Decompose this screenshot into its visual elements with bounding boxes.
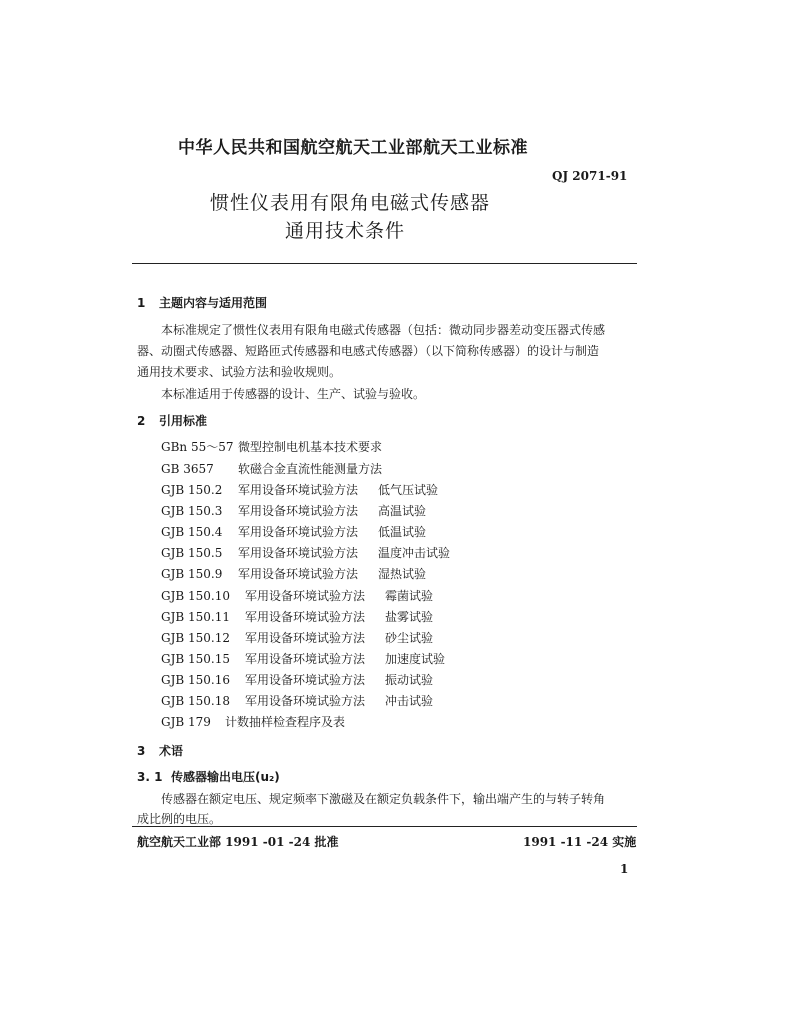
- section-1-para1-line3: 通用技术要求、试验方法和验收规则。: [137, 365, 342, 379]
- reference-test: 振动试验: [385, 673, 434, 687]
- issuing-organization: 中华人民共和国航空航天工业部航天工业标准: [178, 138, 528, 158]
- section-1-number: 1: [137, 296, 146, 310]
- reference-item: [161, 650, 445, 667]
- section-1-para1-line2: 器、动圈式传感器、短路匝式传感器和电感式传感器）（以下简称传感器）的设计与制造: [137, 344, 600, 358]
- reference-name: 军用设备环境试验方法: [238, 525, 359, 539]
- reference-code: GJB 150.11: [161, 610, 231, 624]
- reference-name: 军用设备环境试验方法: [245, 673, 366, 687]
- document-title-line2: 通用技术条件: [285, 220, 406, 242]
- reference-name: 军用设备环境试验方法: [245, 694, 366, 708]
- reference-code: GJB 150.15: [161, 652, 231, 666]
- reference-item: [161, 502, 426, 519]
- reference-code: GJB 150.16: [161, 673, 231, 687]
- section-3-heading: [137, 742, 183, 759]
- reference-test: 温度冲击试验: [378, 546, 451, 560]
- subsection-3-1-title: 传感器输出电压(u₂): [171, 770, 280, 784]
- reference-test: 盐雾试验: [385, 610, 434, 624]
- subsection-3-1-heading: [137, 768, 280, 785]
- section-3-title: 术语: [159, 744, 184, 758]
- reference-name: 军用设备环境试验方法: [245, 589, 366, 603]
- section-2-heading: [137, 412, 207, 429]
- reference-code: GJB 150.3: [161, 504, 223, 518]
- section-3-number: 3: [137, 744, 146, 758]
- reference-code: GJB 150.10: [161, 589, 231, 603]
- subsection-3-1-line2: 成比例的电压。: [137, 812, 222, 826]
- section-2-number: 2: [137, 414, 146, 428]
- reference-item: [161, 671, 433, 688]
- section-1-para2: 本标准适用于传感器的设计、生产、试验与验收。: [161, 387, 426, 401]
- reference-name: 军用设备环境试验方法: [238, 546, 359, 560]
- reference-item: [161, 460, 382, 477]
- subsection-3-1-number: 3. 1: [137, 770, 163, 784]
- standard-code: QJ 2071-91: [552, 169, 628, 183]
- reference-test: 加速度试验: [385, 652, 446, 666]
- reference-code: GJB 150.18: [161, 694, 231, 708]
- reference-test: 冲击试验: [385, 694, 434, 708]
- reference-name: 计数抽样检查程序及表: [225, 715, 346, 729]
- reference-code: GJB 150.9: [161, 567, 223, 581]
- section-2-title: 引用标准: [159, 414, 208, 428]
- reference-test: 霉菌试验: [385, 589, 434, 603]
- reference-item: [161, 692, 433, 709]
- subsection-3-1-line1: 传感器在额定电压、规定频率下激磁及在额定负载条件下，输出端产生的与转子转角: [161, 792, 606, 806]
- effective-date: 1991 -11 -24 实施: [523, 835, 637, 849]
- title-divider: [132, 263, 637, 264]
- reference-item: [161, 608, 433, 625]
- reference-name: 军用设备环境试验方法: [245, 610, 366, 624]
- reference-item: [161, 629, 433, 646]
- reference-code: GBn 55～57: [161, 440, 234, 454]
- reference-name: 微型控制电机基本技术要求: [238, 440, 383, 454]
- reference-name: 军用设备环境试验方法: [245, 631, 366, 645]
- reference-name: 软磁合金直流性能测量方法: [238, 462, 383, 476]
- reference-code: GJB 150.12: [161, 631, 231, 645]
- section-1-para1-line1: 本标准规定了惯性仪表用有限角电磁式传感器（包括：微动同步器差动变压器式传感: [161, 323, 606, 337]
- reference-test: 湿热试验: [378, 567, 427, 581]
- reference-code: GJB 150.4: [161, 525, 223, 539]
- footer-divider: [132, 826, 637, 827]
- reference-code: GJB 150.2: [161, 483, 223, 497]
- reference-name: 军用设备环境试验方法: [238, 567, 359, 581]
- section-1-title: 主题内容与适用范围: [159, 296, 268, 310]
- reference-code: GJB 150.5: [161, 546, 223, 560]
- section-1-heading: [137, 294, 267, 311]
- reference-name: 军用设备环境试验方法: [245, 652, 366, 666]
- reference-item: [161, 544, 450, 561]
- reference-name: 军用设备环境试验方法: [238, 504, 359, 518]
- reference-item: [161, 565, 426, 582]
- reference-item: [161, 523, 426, 540]
- document-title-line1: 惯性仪表用有限角电磁式传感器: [210, 192, 491, 214]
- reference-test: 高温试验: [378, 504, 427, 518]
- reference-code: GJB 179: [161, 715, 211, 729]
- reference-code: GB 3657: [161, 462, 214, 476]
- page-number: 1: [620, 862, 629, 876]
- approval-date: 航空航天工业部 1991 -01 -24 批准: [137, 835, 339, 849]
- reference-item: [161, 438, 382, 455]
- reference-test: 砂尘试验: [385, 631, 434, 645]
- reference-name: 军用设备环境试验方法: [238, 483, 359, 497]
- reference-test: 低温试验: [378, 525, 427, 539]
- reference-item: [161, 713, 345, 730]
- reference-item: [161, 481, 438, 498]
- reference-item: [161, 587, 433, 604]
- reference-test: 低气压试验: [378, 483, 439, 497]
